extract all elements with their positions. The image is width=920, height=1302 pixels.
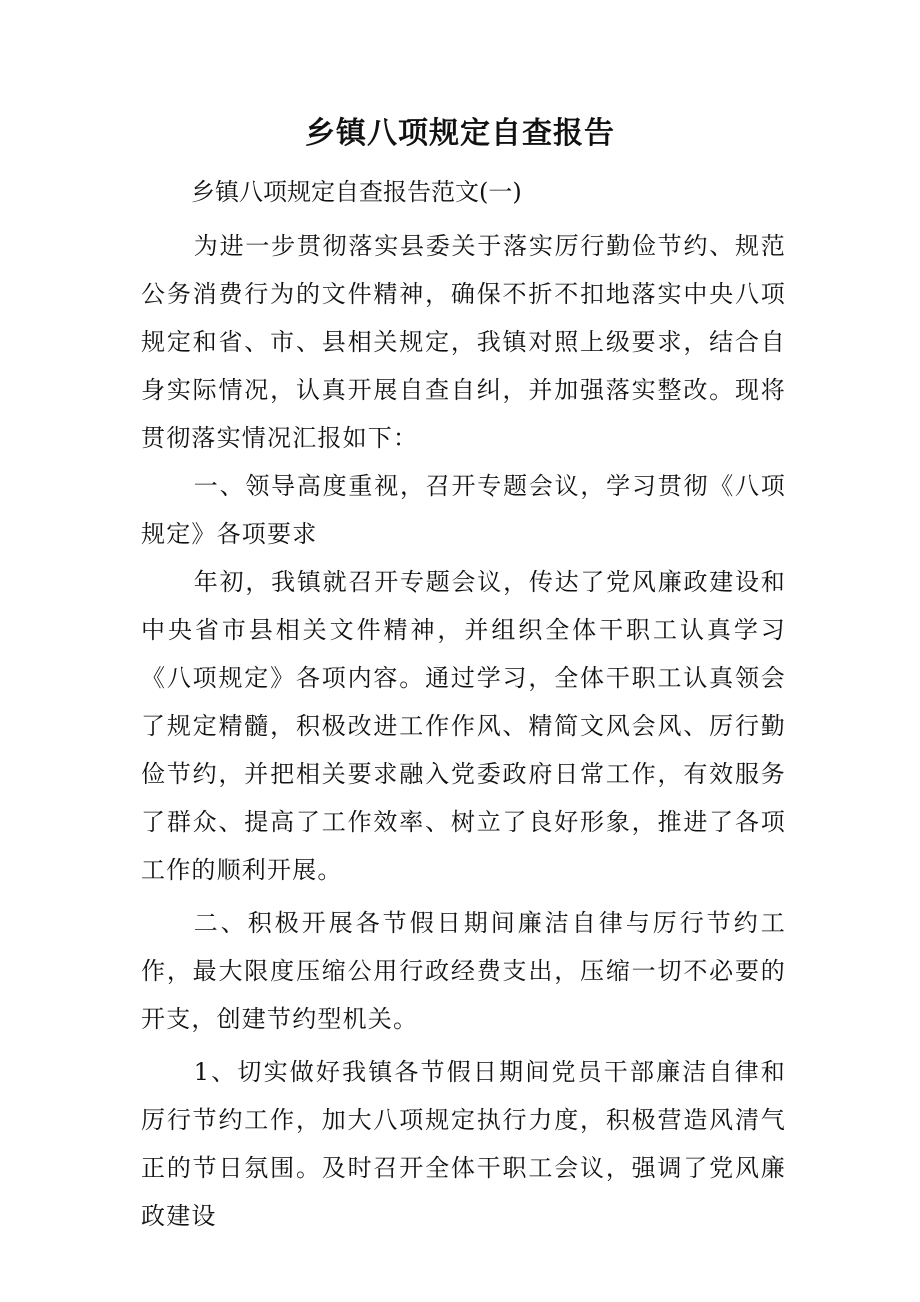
paragraph-section-1-body: 年初，我镇就召开专题会议，传达了党风廉政建设和中央省市县相关文件精神，并组织全体干职工认真学习《八项规定》各项内容。通过学习，全体干职工认真领会了规定精髓，积极改进工作作风、精简文风会风、厉行勤俭节约，并把相关要求融入党委政府日常工作，有效服务了群众、提高了工作效率、树立了良好形象，推进了各项工作的顺利开展。 [141, 568, 786, 884]
document-title: 乡镇八项规定自查报告 [305, 116, 615, 151]
document-subtitle: 乡镇八项规定自查报告范文(一) [191, 178, 522, 206]
paragraph-intro: 为进一步贯彻落实县委关于落实厉行勤俭节约、规范公务消费行为的文件精神，确保不折不扣地落实中央八项规定和省、市、县相关规定，我镇对照上级要求，结合自身实际情况，认真开展自查自纠，并加强落实整改。现将贯彻落实情况汇报如下： [141, 232, 786, 452]
paragraph-heading-1: 一、领导高度重视，召开专题会议，学习贯彻《八项规定》各项要求 [141, 472, 786, 548]
paragraph-heading-2: 二、积极开展各节假日期间廉洁自律与厉行节约工作，最大限度压缩公用行政经费支出，压缩一切不必要的开支，创建节约型机关。 [141, 909, 786, 1033]
document-body [141, 222, 786, 1240]
paragraph-item-1: 1、切实做好我镇各节假日期间党员干部廉洁自律和厉行节约工作，加大八项规定执行力度，积极营造风清气正的节日氛围。及时召开全体干职工会议，强调了党风廉政建设 [141, 1058, 786, 1230]
